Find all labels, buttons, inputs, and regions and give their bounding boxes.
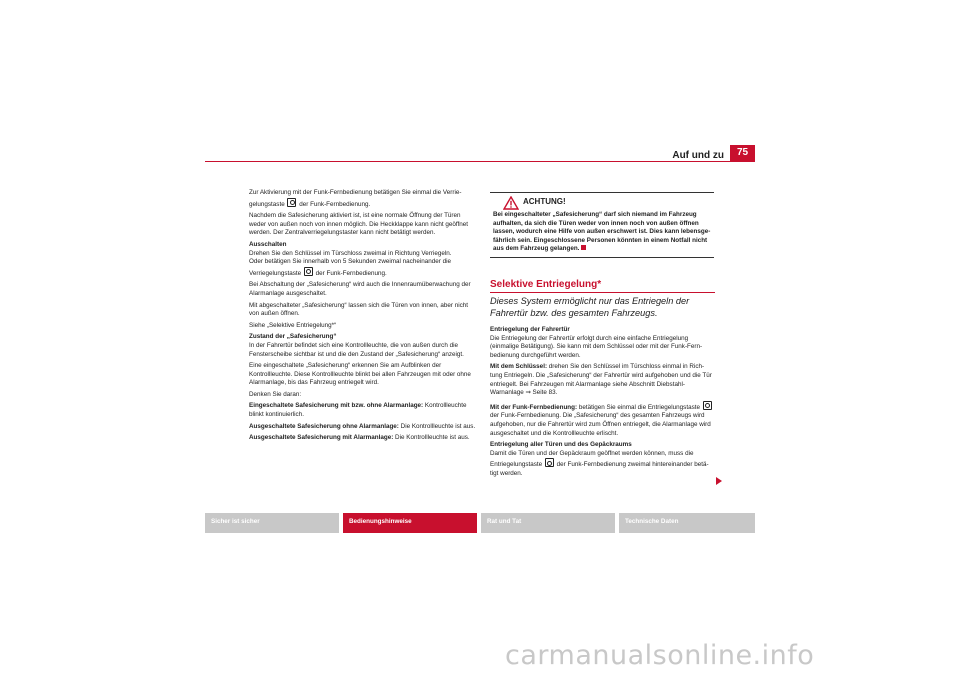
left-column: [249, 189, 479, 446]
subheading-zustand: Zustand der „Safesicherung“ In der Fahrertür befindet sich eine Kontrollleuchte, die von außen durch die Fensterscheibe sichtbar ist und die den Zustand der „Safesicherung“ anzeigt.: [249, 333, 464, 358]
subheading-alle-tueren: Entriegelung aller Türen und des Gepäckraums Damit die Türen und der Gepäckraum geöffnet werden können, muss die Entriegelungstaste der Funk-Fernbedienung zweimal hintereinander betä-tigt werden.: [490, 441, 709, 477]
tab-technische-daten[interactable]: Technische Daten: [619, 513, 755, 533]
paragraph: Bei Abschaltung der „Safesicherung“ wird auch die Innenraumüberwachung der Alarmanlage ausgeschaltet.: [249, 281, 471, 297]
paragraph: Mit abgeschalteter „Safesicherung“ lassen sich die Türen von innen, aber nicht von außen öffnen.: [249, 301, 468, 318]
paragraph: Eine eingeschaltete „Safesicherung“ erkennen Sie am Aufblinken der Kontrollleuchte. Diese Kontrollleuchte blinkt bei allen Fahrzeugen mit oder ohne Alarmanlage, bis das Fahrzeug entriegelt wird.: [249, 362, 471, 387]
warning-text: Bei eingeschalteter „Safesicherung“ darf sich niemand im Fahrzeug aufhalten, da sich die Türen weder von innen noch von außen öffnen lassen, wodurch eine Hilfe von außen erschwert ist. Dies kann lebensge-fährlich sein. Eingeschlossene Personen könnten in einem Notfall nicht aus dem Fahrzeug gelangen.: [493, 211, 711, 253]
key-button-icon: [545, 458, 554, 467]
paragraph: Mit dem Schlüssel: drehen Sie den Schlüssel im Türschloss einmal in Rich-tung Entriegeln. Die „Safesicherung“ der Fahrertür wird aufgehoben und die Tür entriegelt. Bei Fahrzeugen mit Alarmanlage siehe Abschnitt Diebstahl-Warnanlage ⇒ Seite 83.: [490, 363, 712, 397]
status-item: Eingeschaltete Safesicherung mit bzw. ohne Alarmanlage: Kontrollleuchte blinkt kontinuierlich.: [249, 402, 467, 419]
tab-bedienungshinweise[interactable]: Bedienungshinweise: [343, 513, 477, 533]
paragraph: Siehe „Selektive Entriegelung*“: [249, 321, 337, 329]
paragraph: Zur Aktivierung mit der Funk-Fernbedienung betätigen Sie einmal die Verrie-gelungstaste der Funk-Fernbedienung.: [249, 189, 462, 208]
key-button-icon: [287, 198, 296, 207]
section-intro: Dieses System ermöglicht nur das Entriegeln der Fahrertür bzw. des gesamten Fahrzeugs.: [490, 296, 690, 318]
tab-rat-und-tat[interactable]: Rat und Tat: [481, 513, 615, 533]
section-title: Selektive Entriegelung*: [490, 279, 715, 293]
warning-box: [490, 192, 714, 258]
subheading-fahrertuer: Entriegelung der Fahrertür Die Entriegelung der Fahrertür erfolgt durch eine einfache Entriegelung (einmalige Betätigung). Sie kann mit dem Schlüssel oder mit der Funk-Fern-bedienung durchgeführt werden.: [490, 326, 703, 359]
warning-title: ACHTUNG!: [523, 197, 566, 206]
subheading-ausschalten: Ausschalten Drehen Sie den Schlüssel im Türschloss zweimal in Richtung Verriegeln.: [249, 240, 452, 257]
warning-triangle-icon: [503, 196, 519, 210]
key-button-icon: [703, 401, 712, 410]
status-item: Ausgeschaltete Safesicherung ohne Alarmanlage: Die Kontrollleuchte ist aus.: [249, 422, 476, 430]
status-item: Ausgeschaltete Safesicherung mit Alarmanlage: Die Kontrollleuchte ist aus.: [249, 434, 470, 442]
right-column: [490, 326, 715, 482]
next-page-arrow-icon[interactable]: [716, 477, 722, 485]
end-mark-icon: [581, 245, 586, 250]
paragraph: Denken Sie daran:: [249, 390, 302, 398]
key-button-icon: [304, 267, 313, 276]
page-number: 75: [730, 145, 755, 161]
paragraph: Mit der Funk-Fernbedienung: betätigen Sie einmal die Entriegelungstaste der Funk-Fernbedienung. Die „Safesicherung“ des gesamten Fahrzeugs wird aufgehoben, nur die Fahrertür wird zum Öffnen entriegelt, die Alarmanlage wird ausgeschaltet und die Kontrollleuchte erlischt.: [490, 401, 715, 438]
header-title: Auf und zu: [672, 150, 724, 161]
tab-sicher-ist-sicher[interactable]: Sicher ist sicher: [205, 513, 339, 533]
header-rule: [205, 161, 755, 162]
paragraph: Nachdem die Safesicherung aktiviert ist, ist eine normale Öffnung der Türen weder von außen noch von innen möglich. Die Heckklappe kann nicht geöffnet werden. Der Zentralverriegelungstaster kann nicht betätigt werden.: [249, 212, 469, 237]
footer-tabs: [205, 513, 755, 533]
paragraph: Oder betätigen Sie innerhalb von 5 Sekunden zweimal nacheinander die Verriegelungstaste der Funk-Fernbedienung.: [249, 258, 451, 277]
watermark: carmanualsonline.info: [505, 640, 815, 671]
